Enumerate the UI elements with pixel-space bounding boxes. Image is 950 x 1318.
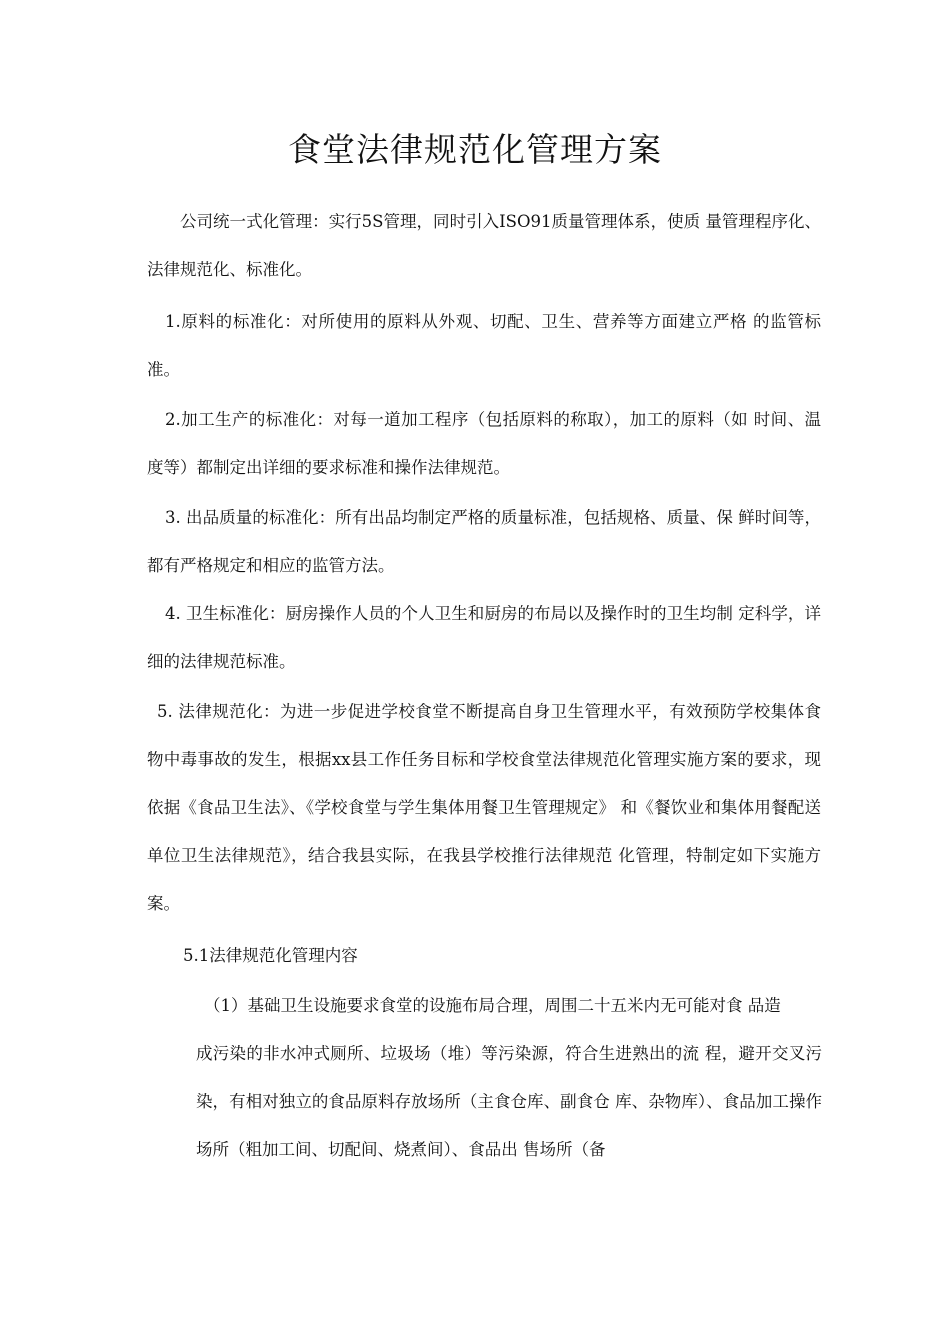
- item-5-paragraph: 5. 法律规范化：为进一步促进学校食堂不断提高自身卫生管理水平，有效预防学校集体食物中毒事故的发生，根据xx县工作任务目标和学校食堂法律规范化管理实施方案的要求，现依据《食品卫生法》、《学校食堂与学生集体用餐卫生管理规定》 和《餐饮业和集体用餐配送单位卫生法律规范》，结合我县实际，在我县学校推行法律规范 化管理，特制定如下实施方案。: [147, 702, 821, 913]
- intro-paragraph: 公司统一式化管理：实行5S管理，同时引入ISO91质量管理体系，使质 量管理程序化、法律规范化、标准化。: [147, 212, 821, 279]
- item-3-paragraph: 3. 出品质量的标准化：所有出品均制定严格的质量标准，包括规格、质量、保 鲜时间等，都有严格规定和相应的监管方法。: [147, 508, 821, 575]
- subitem-1-continuation: 成污染的非水冲式厕所、垃圾场（堆）等污染源，符合生进熟出的流 程，避开交叉污染，有相对独立的食品原料存放场所（主食仓库、副食仓 库、杂物库）、食品加工操作场所（粗加工间、切配间、烧煮间）、食品出 售场所（备: [196, 1044, 822, 1159]
- item-1-paragraph: 1.原料的标准化：对所使用的原料从外观、切配、卫生、营养等方面建立严格 的监管标准。: [147, 312, 821, 379]
- subitem-1-paragraph: [196, 982, 822, 1174]
- section-5-1-heading: 5.1法律规范化管理内容: [183, 946, 358, 965]
- subitem-1-first-line: （1）基础卫生设施要求食堂的设施布局合理，周围二十五米内无可能对食 品造: [204, 996, 781, 1015]
- document-title: 食堂法律规范化管理方案: [288, 130, 662, 169]
- item-2-paragraph: 2.加工生产的标准化：对每一道加工程序（包括原料的称取），加工的原料（如 时间、温度等）都制定出详细的要求标准和操作法律规范。: [147, 410, 821, 477]
- item-4-paragraph: 4. 卫生标准化：厨房操作人员的个人卫生和厨房的布局以及操作时的卫生均制 定科学，详细的法律规范标准。: [147, 604, 821, 671]
